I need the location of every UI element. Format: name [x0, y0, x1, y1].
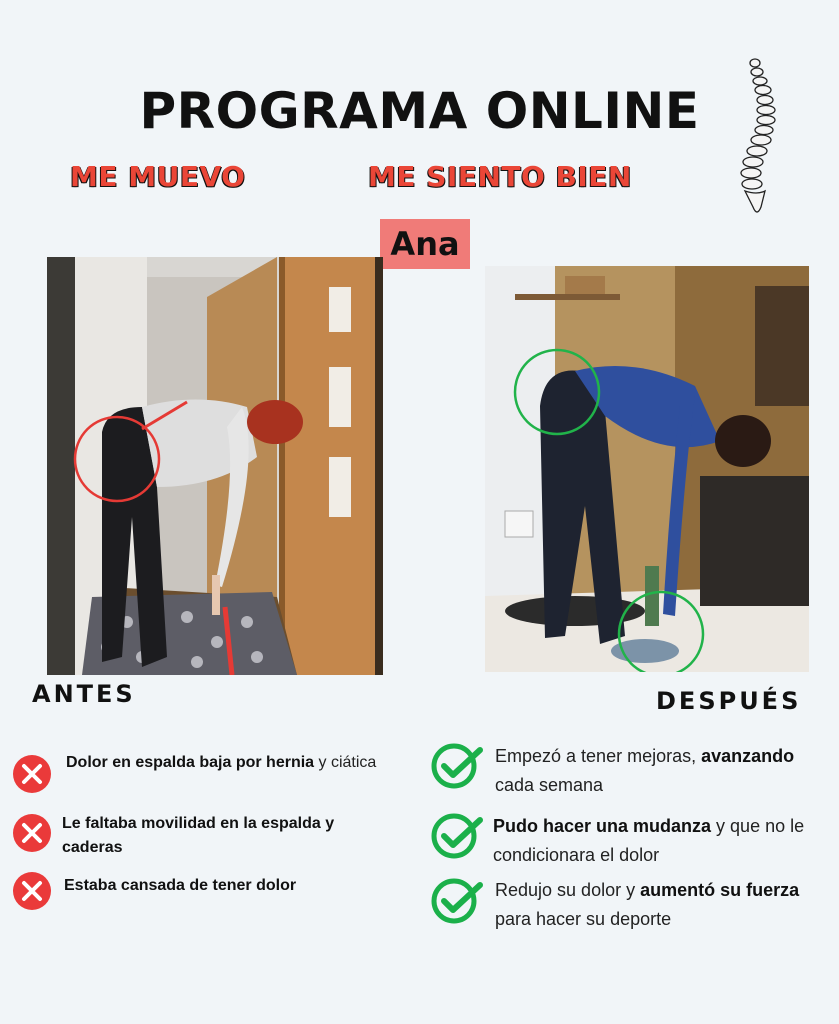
x-circle-icon	[12, 813, 52, 853]
before-item-3	[64, 874, 384, 898]
after-item-3-pre: Redujo su dolor y	[495, 880, 641, 900]
client-name-badge: Ana	[380, 219, 470, 269]
after-item-2-post: y que no le condicionara el dolor	[493, 816, 805, 865]
check-circle-icon	[430, 877, 486, 925]
before-item-1-bold: Dolor en espalda baja por hernia	[66, 754, 315, 771]
check-circle-icon	[430, 742, 486, 790]
before-photo-illustration	[47, 257, 383, 675]
page-title: PROGRAMA ONLINE	[139, 82, 700, 140]
after-item-1	[495, 742, 815, 800]
check-circle-icon	[430, 812, 486, 860]
before-item-2-bold: Le faltaba movilidad en la espalda y caderas	[62, 815, 335, 856]
before-item-2	[62, 812, 382, 860]
after-photo-illustration	[485, 266, 809, 672]
after-item-1-post: cada semana	[495, 775, 604, 795]
subtitle-right: ME SIENTO BIEN	[368, 160, 632, 193]
before-item-1	[66, 751, 386, 775]
after-photo	[485, 266, 809, 672]
after-item-2-bold: Pudo hacer una mudanza	[493, 816, 712, 836]
after-item-2	[493, 812, 823, 870]
x-circle-icon	[12, 754, 52, 794]
x-circle-icon	[12, 871, 52, 911]
after-label: DESPUÉS	[656, 687, 802, 715]
spine-icon	[735, 55, 783, 220]
subtitle-left: ME MUEVO	[70, 160, 246, 193]
before-item-3-bold: Estaba cansada de tener dolor	[64, 877, 297, 894]
after-item-1-pre: Empezó a tener mejoras,	[495, 746, 702, 766]
after-item-3-bold: aumentó su fuerza	[640, 880, 800, 900]
before-label: ANTES	[32, 680, 136, 708]
after-item-1-bold: avanzando	[701, 746, 795, 766]
before-item-1-rest: y ciática	[314, 754, 377, 771]
after-item-3-post: para hacer su deporte	[495, 909, 672, 929]
before-photo	[47, 257, 383, 675]
after-item-3	[495, 876, 820, 934]
